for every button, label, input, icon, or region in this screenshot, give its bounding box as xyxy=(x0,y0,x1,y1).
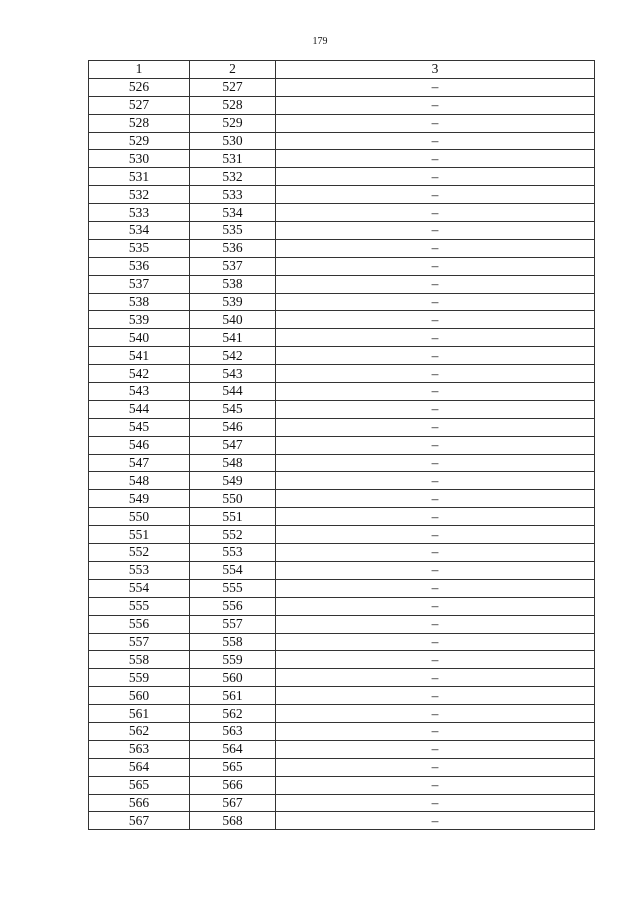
table-cell-col-2: 552 xyxy=(190,526,276,544)
table-cell-col-2: 549 xyxy=(190,472,276,490)
table-row xyxy=(89,293,595,311)
table-cell-col-2: 542 xyxy=(190,347,276,365)
table-row xyxy=(89,508,595,526)
table-cell-col-1: 567 xyxy=(89,812,190,830)
table-cell-col-1: 526 xyxy=(89,78,190,96)
table-row xyxy=(89,794,595,812)
table-cell-col-2: 544 xyxy=(190,383,276,401)
table-cell-col-3: – xyxy=(276,705,595,723)
table-cell-col-3: – xyxy=(276,561,595,579)
table-row xyxy=(89,758,595,776)
table-cell-col-1: 541 xyxy=(89,347,190,365)
table-cell-col-2: 559 xyxy=(190,651,276,669)
table-row xyxy=(89,436,595,454)
table-cell-col-3: – xyxy=(276,329,595,347)
table-cell-col-1: 535 xyxy=(89,239,190,257)
table-cell-col-2: 557 xyxy=(190,615,276,633)
table-body xyxy=(89,78,595,829)
table-cell-col-2: 558 xyxy=(190,633,276,651)
table-row xyxy=(89,740,595,758)
table-cell-col-3: – xyxy=(276,597,595,615)
table-row xyxy=(89,311,595,329)
table-cell-col-3: – xyxy=(276,275,595,293)
table-cell-col-1: 530 xyxy=(89,150,190,168)
table-cell-col-1: 549 xyxy=(89,490,190,508)
table-cell-col-1: 531 xyxy=(89,168,190,186)
table-cell-col-2: 567 xyxy=(190,794,276,812)
table-cell-col-2: 535 xyxy=(190,222,276,240)
table-row xyxy=(89,132,595,150)
table-row xyxy=(89,669,595,687)
table-cell-col-1: 528 xyxy=(89,114,190,132)
table-cell-col-1: 540 xyxy=(89,329,190,347)
table-cell-col-3: – xyxy=(276,758,595,776)
table-cell-col-2: 563 xyxy=(190,722,276,740)
table-row xyxy=(89,96,595,114)
table-cell-col-3: – xyxy=(276,526,595,544)
table-cell-col-3: – xyxy=(276,365,595,383)
table-cell-col-1: 534 xyxy=(89,222,190,240)
table-cell-col-3: – xyxy=(276,311,595,329)
table-row xyxy=(89,490,595,508)
table-cell-col-3: – xyxy=(276,633,595,651)
table-cell-col-2: 554 xyxy=(190,561,276,579)
table-cell-col-3: – xyxy=(276,740,595,758)
table-cell-col-2: 546 xyxy=(190,418,276,436)
table-cell-col-2: 547 xyxy=(190,436,276,454)
page-number: 179 xyxy=(312,36,328,47)
table-row xyxy=(89,597,595,615)
table-cell-col-2: 564 xyxy=(190,740,276,758)
table-cell-col-1: 552 xyxy=(89,544,190,562)
table-header-row xyxy=(89,61,595,79)
table-cell-col-2: 530 xyxy=(190,132,276,150)
table-cell-col-3: – xyxy=(276,615,595,633)
table-row xyxy=(89,186,595,204)
table-cell-col-1: 542 xyxy=(89,365,190,383)
table-row xyxy=(89,222,595,240)
table-cell-col-1: 561 xyxy=(89,705,190,723)
table-cell-col-3: – xyxy=(276,508,595,526)
table-row xyxy=(89,168,595,186)
table-cell-col-1: 563 xyxy=(89,740,190,758)
table-cell-col-1: 559 xyxy=(89,669,190,687)
column-header-3: 3 xyxy=(276,61,595,79)
table-cell-col-2: 555 xyxy=(190,579,276,597)
table-row xyxy=(89,114,595,132)
table-cell-col-3: – xyxy=(276,186,595,204)
table-cell-col-3: – xyxy=(276,222,595,240)
table-cell-col-1: 551 xyxy=(89,526,190,544)
table-cell-col-3: – xyxy=(276,132,595,150)
table-cell-col-1: 557 xyxy=(89,633,190,651)
table-cell-col-3: – xyxy=(276,669,595,687)
table-row xyxy=(89,329,595,347)
table-cell-col-2: 545 xyxy=(190,400,276,418)
table-row xyxy=(89,526,595,544)
table-cell-col-3: – xyxy=(276,239,595,257)
data-table xyxy=(88,60,595,830)
table-cell-col-1: 560 xyxy=(89,687,190,705)
table-row xyxy=(89,347,595,365)
table-row xyxy=(89,705,595,723)
table-cell-col-2: 565 xyxy=(190,758,276,776)
table-cell-col-1: 543 xyxy=(89,383,190,401)
table-cell-col-3: – xyxy=(276,794,595,812)
table-cell-col-1: 538 xyxy=(89,293,190,311)
table-row xyxy=(89,812,595,830)
column-header-2: 2 xyxy=(190,61,276,79)
table-cell-col-1: 565 xyxy=(89,776,190,794)
table-cell-col-2: 539 xyxy=(190,293,276,311)
table-cell-col-3: – xyxy=(276,418,595,436)
table-cell-col-3: – xyxy=(276,293,595,311)
table-row xyxy=(89,400,595,418)
table-cell-col-2: 541 xyxy=(190,329,276,347)
table-cell-col-1: 527 xyxy=(89,96,190,114)
table-cell-col-2: 538 xyxy=(190,275,276,293)
table-cell-col-1: 548 xyxy=(89,472,190,490)
table-row xyxy=(89,365,595,383)
table-cell-col-1: 564 xyxy=(89,758,190,776)
table-cell-col-2: 543 xyxy=(190,365,276,383)
table-cell-col-3: – xyxy=(276,114,595,132)
table-cell-col-3: – xyxy=(276,204,595,222)
table-cell-col-1: 555 xyxy=(89,597,190,615)
table-row xyxy=(89,150,595,168)
table-cell-col-2: 548 xyxy=(190,454,276,472)
table-cell-col-3: – xyxy=(276,257,595,275)
table-row xyxy=(89,257,595,275)
table-cell-col-3: – xyxy=(276,400,595,418)
table-cell-col-1: 547 xyxy=(89,454,190,472)
table-row xyxy=(89,544,595,562)
table-cell-col-3: – xyxy=(276,436,595,454)
table-row xyxy=(89,472,595,490)
table-cell-col-2: 536 xyxy=(190,239,276,257)
table-cell-col-3: – xyxy=(276,722,595,740)
table-cell-col-1: 537 xyxy=(89,275,190,293)
table-cell-col-2: 532 xyxy=(190,168,276,186)
table-row xyxy=(89,239,595,257)
table-cell-col-1: 529 xyxy=(89,132,190,150)
table-cell-col-3: – xyxy=(276,347,595,365)
table-row xyxy=(89,275,595,293)
table-cell-col-2: 568 xyxy=(190,812,276,830)
table-row xyxy=(89,579,595,597)
table-row xyxy=(89,454,595,472)
table-cell-col-3: – xyxy=(276,150,595,168)
table-cell-col-2: 561 xyxy=(190,687,276,705)
table-cell-col-3: – xyxy=(276,544,595,562)
table-cell-col-3: – xyxy=(276,454,595,472)
table-cell-col-1: 545 xyxy=(89,418,190,436)
table-cell-col-3: – xyxy=(276,651,595,669)
table-row xyxy=(89,78,595,96)
table-cell-col-1: 533 xyxy=(89,204,190,222)
table-cell-col-2: 531 xyxy=(190,150,276,168)
table-row xyxy=(89,615,595,633)
table-cell-col-3: – xyxy=(276,472,595,490)
table-cell-col-3: – xyxy=(276,490,595,508)
table-cell-col-3: – xyxy=(276,168,595,186)
table-cell-col-3: – xyxy=(276,687,595,705)
table-cell-col-1: 558 xyxy=(89,651,190,669)
table-cell-col-1: 562 xyxy=(89,722,190,740)
column-header-1: 1 xyxy=(89,61,190,79)
table-row xyxy=(89,418,595,436)
table-cell-col-2: 553 xyxy=(190,544,276,562)
table-cell-col-3: – xyxy=(276,78,595,96)
table-cell-col-3: – xyxy=(276,812,595,830)
table-cell-col-1: 554 xyxy=(89,579,190,597)
table-cell-col-2: 540 xyxy=(190,311,276,329)
table-row xyxy=(89,776,595,794)
table-cell-col-2: 566 xyxy=(190,776,276,794)
table-cell-col-3: – xyxy=(276,383,595,401)
table-cell-col-2: 562 xyxy=(190,705,276,723)
table-row xyxy=(89,687,595,705)
table-cell-col-3: – xyxy=(276,579,595,597)
table-cell-col-1: 556 xyxy=(89,615,190,633)
table-cell-col-3: – xyxy=(276,776,595,794)
table-cell-col-2: 528 xyxy=(190,96,276,114)
table-cell-col-1: 544 xyxy=(89,400,190,418)
table-row xyxy=(89,722,595,740)
table-cell-col-2: 534 xyxy=(190,204,276,222)
table-row xyxy=(89,633,595,651)
table-cell-col-2: 529 xyxy=(190,114,276,132)
table-cell-col-2: 560 xyxy=(190,669,276,687)
table-cell-col-3: – xyxy=(276,96,595,114)
table-row xyxy=(89,561,595,579)
table-cell-col-1: 550 xyxy=(89,508,190,526)
table-cell-col-1: 532 xyxy=(89,186,190,204)
table-cell-col-2: 537 xyxy=(190,257,276,275)
table-row xyxy=(89,383,595,401)
table-row xyxy=(89,651,595,669)
table-cell-col-1: 566 xyxy=(89,794,190,812)
table-cell-col-1: 546 xyxy=(89,436,190,454)
table-cell-col-1: 536 xyxy=(89,257,190,275)
table-cell-col-2: 527 xyxy=(190,78,276,96)
table-cell-col-2: 550 xyxy=(190,490,276,508)
table-cell-col-2: 551 xyxy=(190,508,276,526)
table-row xyxy=(89,204,595,222)
table-cell-col-2: 533 xyxy=(190,186,276,204)
table-cell-col-1: 539 xyxy=(89,311,190,329)
table-cell-col-2: 556 xyxy=(190,597,276,615)
table-cell-col-1: 553 xyxy=(89,561,190,579)
